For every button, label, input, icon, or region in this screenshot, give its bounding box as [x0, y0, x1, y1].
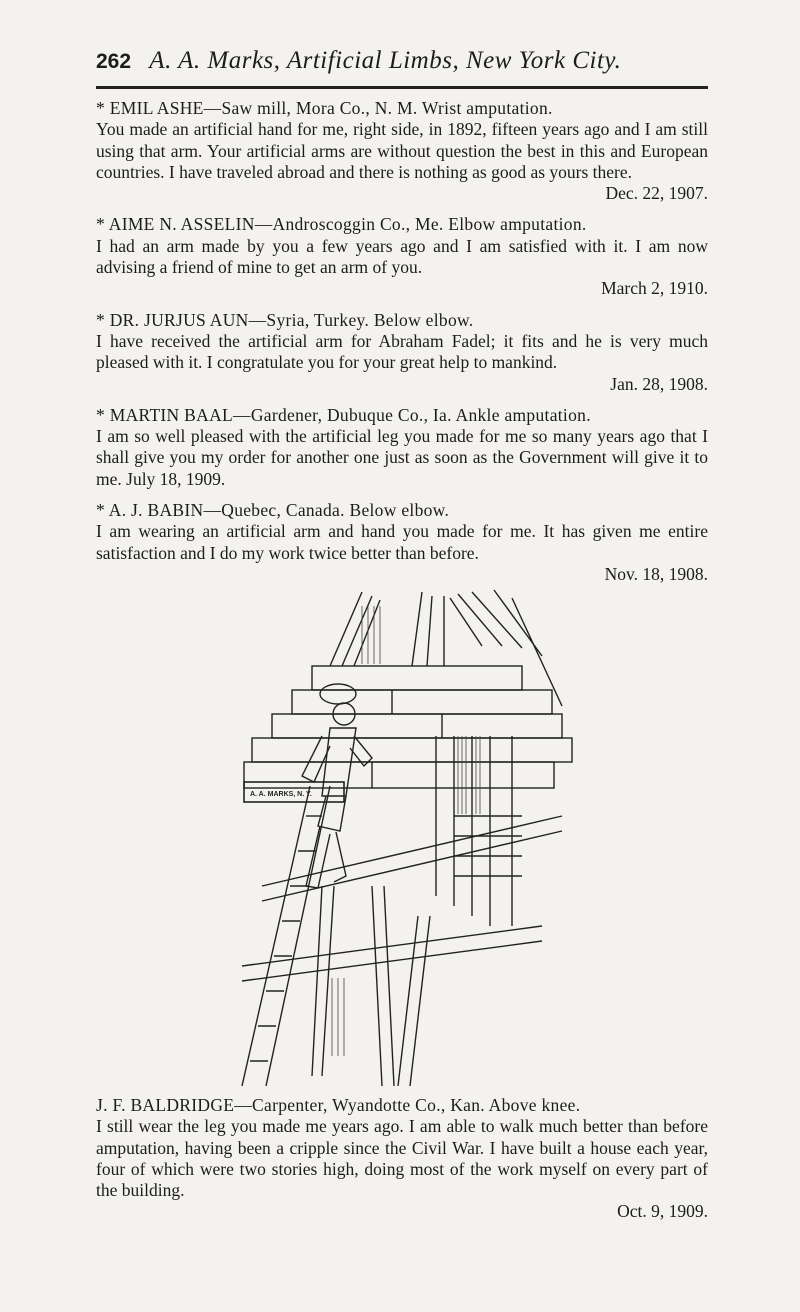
entry-date: Jan. 28, 1908.	[610, 373, 708, 394]
testimonial-entry	[96, 405, 708, 490]
entry-heading: * AIME N. ASSELIN—Androscoggin Co., Me. Elbow amputation.	[96, 214, 587, 235]
entry-body: You made an artificial hand for me, right side, in 1892, fifteen years ago and I am still using that arm. Your artificial arms are without question the best in this and European countries. I have traveled abroad and there is nothing as good as yours there.	[96, 119, 708, 182]
entry-heading: * A. J. BABIN—Quebec, Canada. Below elbow.	[96, 500, 450, 521]
entry-heading: * EMIL ASHE—Saw mill, Mora Co., N. M. Wrist amputation.	[96, 98, 553, 118]
entry-date: Nov. 18, 1908.	[604, 563, 708, 584]
entry-heading: * DR. JURJUS AUN—Syria, Turkey. Below elbow.	[96, 309, 474, 330]
testimonial-entry	[96, 98, 708, 204]
header-rule	[96, 86, 708, 89]
entry-body: I am wearing an artificial arm and hand you made for me. It has given me entire satisfaction and I do my work twice better than before.	[96, 521, 708, 563]
entry-body: I am so well pleased with the artificial leg you made for me so many years ago that I shall give you my order for another one just as soon as the Government will give it to me. July 18, 1909.	[96, 426, 708, 489]
entry-heading: * MARTIN BAAL—Gardener, Dubuque Co., Ia. Ankle amputation.	[96, 404, 591, 425]
entry-date: Oct. 9, 1909.	[617, 1201, 708, 1222]
page-number: 262	[96, 50, 132, 73]
entry-body: I had an arm made by you a few years ago and I am satisfied with it. I am now advising a friend of mine to get an arm of you.	[96, 235, 708, 278]
entry-date: Dec. 22, 1907.	[605, 183, 708, 204]
testimonial-entry	[96, 1095, 708, 1223]
page-header	[96, 46, 708, 77]
entry-date: March 2, 1910.	[601, 278, 708, 299]
sign-text: A. A. MARKS, N. Y.	[250, 791, 312, 798]
running-title: A. A. Marks, Artificial Limbs, New York City.	[149, 47, 622, 74]
testimonial-entry	[96, 214, 708, 299]
testimonial-entry	[96, 500, 708, 585]
entry-heading: J. F. BALDRIDGE—Carpenter, Wyandotte Co., Kan. Above knee.	[96, 1095, 581, 1115]
testimonial-list	[96, 98, 708, 595]
testimonial-entry	[96, 310, 708, 395]
carpenter-on-roof-illustration	[222, 586, 582, 1086]
entry-body: I have received the artificial arm for Abraham Fadel; it fits and he is very much pleased with it. I congratulate you for your great help to mankind.	[96, 330, 708, 373]
illustration-engraving	[222, 586, 582, 1086]
entry-body: I still wear the leg you made me years ago. I am able to walk much better than before amputation, having been a cripple since the Civil War. I have built a house each year, four of which were two stories high, doing most of the work myself on every part of the building.	[96, 1116, 708, 1201]
